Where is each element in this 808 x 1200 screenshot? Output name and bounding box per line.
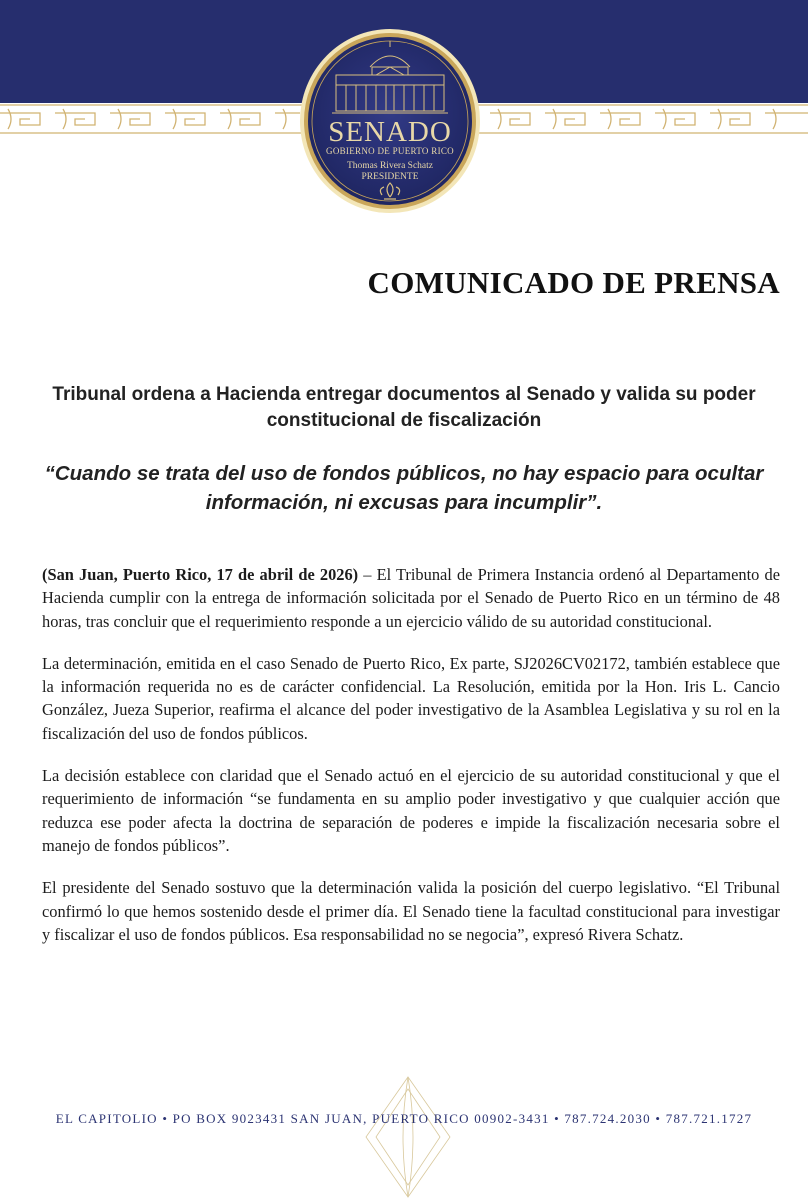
footer-diamond-ornament bbox=[362, 1075, 454, 1200]
seal-president bbox=[298, 161, 482, 183]
footer-address: EL CAPITOLIO • PO BOX 9023431 SAN JUAN, PUERTO RICO 00902-3431 • 787.724.2030 • 787.721.1727 bbox=[55, 1111, 753, 1126]
seal-president-name: Thomas Rivera Schatz bbox=[346, 161, 433, 171]
paragraph: La determinación, emitida en el caso Senado de Puerto Rico, Ex parte, SJ2026CV02172, también establece que la información requerida no es de carácter confidencial. La Resolución, emitida por la Hon. Iris L. Cancio González, Jueza Superior, reafirma el alcance del poder investigativo de la Asamblea Legislativa y su rol en la fiscalización del uso de fondos públicos. bbox=[42, 653, 780, 743]
dateline: (San Juan, Puerto Rico, 17 de abril de 2026) bbox=[42, 565, 359, 584]
seal-president-title: PRESIDENTE bbox=[361, 172, 419, 182]
seal-subtitle: GOBIERNO DE PUERTO RICO bbox=[326, 146, 454, 156]
article-body bbox=[42, 563, 780, 965]
press-release-title: COMUNICADO DE PRENSA bbox=[367, 265, 780, 300]
headline: Tribunal ordena a Hacienda entregar documentos al Senado y valida su poder constitucional de fiscalización bbox=[52, 384, 756, 431]
paragraph bbox=[42, 563, 780, 633]
paragraph-text: – El Tribunal de Primera Instancia ordenó al Departamento de Hacienda cumplir con la entrega de información solicitada por el Senado de Puerto Rico en un término de 48 horas, tras concluir que el requerimiento responde a un ejercicio válido de su autoridad constitucional. bbox=[42, 565, 780, 631]
seal-title: SENADO bbox=[328, 116, 452, 148]
paragraph: La decisión establece con claridad que el Senado actuó en el ejercicio de su autoridad constitucional y que el requerimiento de información “se fundamenta en su amplio poder investigativo y que cualquier acción que reduzca ese poder afecta la doctrina de separación de poderes e impide la fiscalización necesaria sobre el manejo de fondos públicos”. bbox=[42, 766, 780, 855]
pull-quote: “Cuando se trata del uso de fondos públicos, no hay espacio para ocultar información, ni excusas para incumplir”. bbox=[44, 462, 764, 514]
paragraph: El presidente del Senado sostuvo que la determinación valida la posición del cuerpo legislativo. “El Tribunal confirmó lo que hemos sostenido desde el primer día. El Senado tiene la facultad constitucional para investigar y fiscalizar el uso de fondos públicos. Esa responsabilidad no se negocia”, expresó Rivera Schatz. bbox=[42, 878, 780, 944]
